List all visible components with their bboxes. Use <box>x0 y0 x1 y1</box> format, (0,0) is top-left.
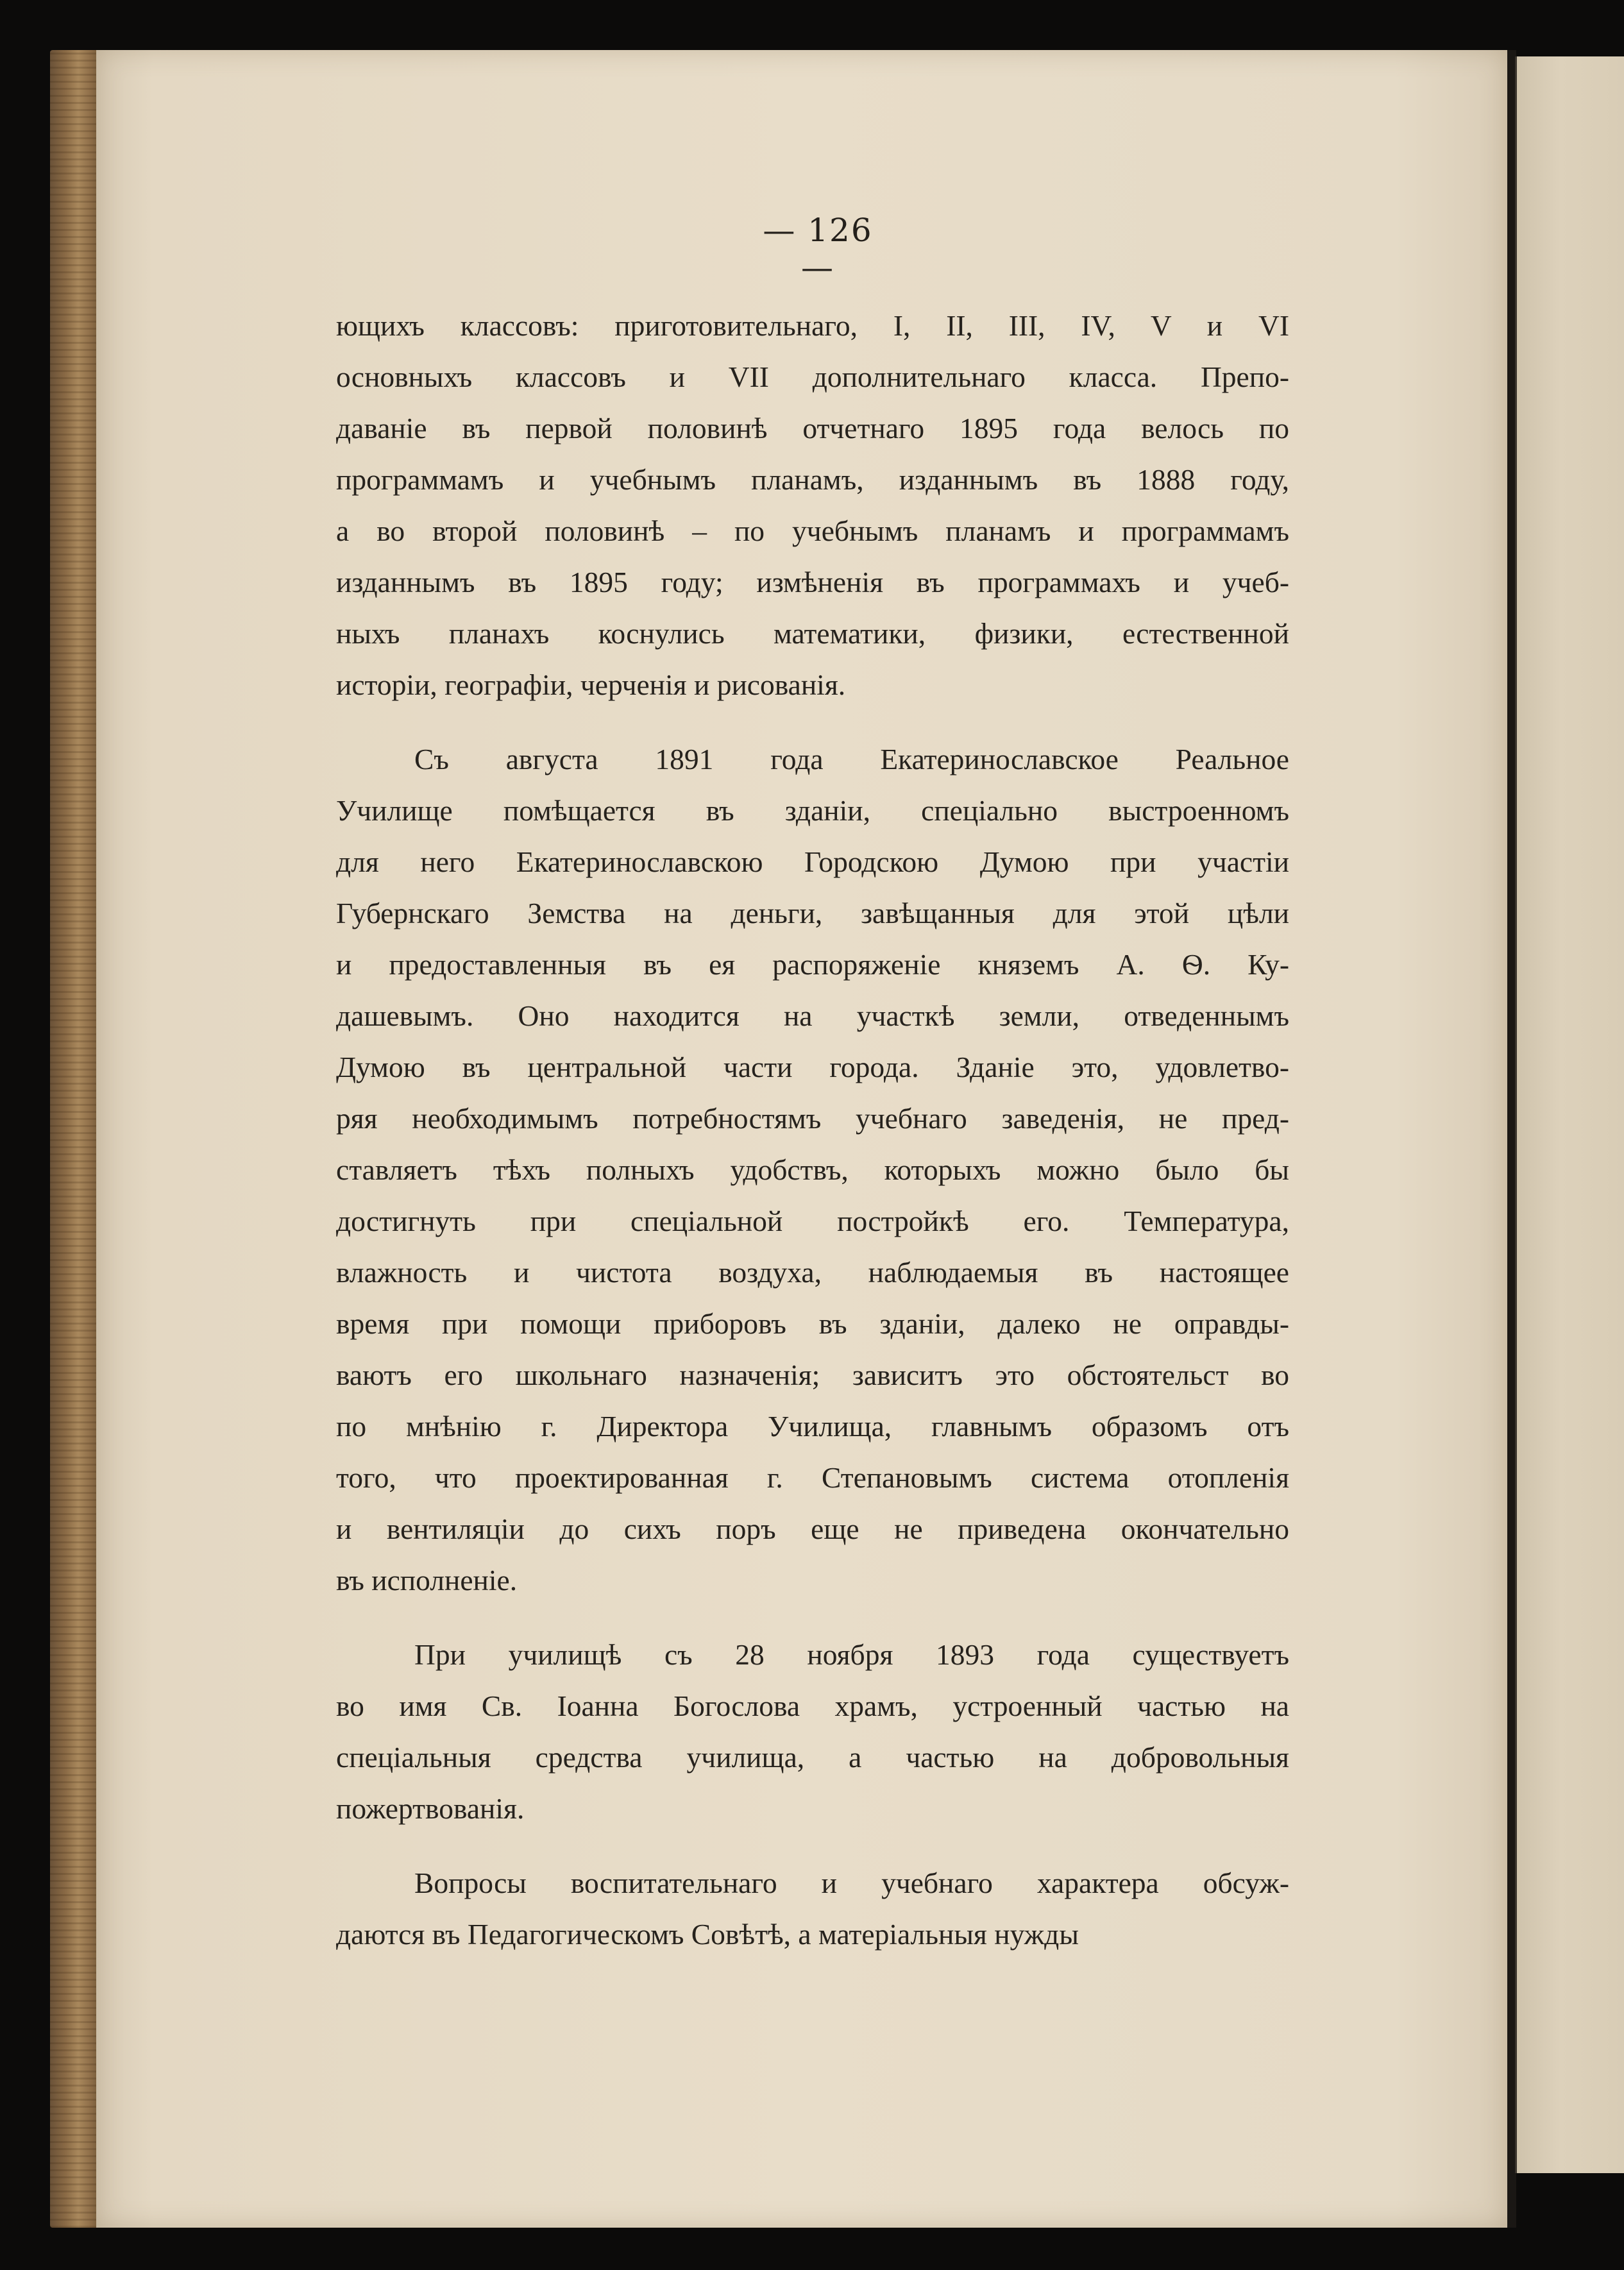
text-line: Губернскаго Земства на деньги, завѣщанныя для этой цѣли <box>336 897 1289 929</box>
text-line: ваютъ его школьнаго назначенія; зависитъ это обстоятельст во <box>336 1359 1289 1391</box>
body-text <box>336 300 1289 1960</box>
text-line: Вопросы воспитательнаго и учебнаго характера обсуж- <box>414 1867 1289 1899</box>
text-line: изданнымъ въ 1895 году; измѣненія въ программахъ и учеб- <box>336 566 1289 598</box>
text-line: ряя необходимымъ потребностямъ учебнаго заведенія, не пред- <box>336 1102 1289 1135</box>
text-line: При училищѣ съ 28 ноября 1893 года существуетъ <box>414 1638 1289 1671</box>
text-line: того, что проектированная г. Степановымъ система отопленія <box>336 1461 1289 1494</box>
text-line: влажность и чистота воздуха, наблюдаемыя въ настоящее <box>336 1256 1289 1289</box>
text-line: пожертвованія. <box>336 1792 525 1825</box>
paragraph <box>336 734 1289 1606</box>
text-line: по мнѣнію г. Директора Училища, главнымъ образомъ отъ <box>336 1410 1289 1443</box>
facing-page-edge <box>1515 56 1624 2173</box>
text-line: даются въ Педагогическомъ Совѣтѣ, а матеріальныя нужды <box>336 1918 1079 1951</box>
text-line: основныхъ классовъ и VII дополнительнаго класса. Препо- <box>336 360 1289 393</box>
text-line: Съ августа 1891 года Екатеринославское Реальное <box>414 743 1289 775</box>
book-spine-edge <box>50 50 101 2228</box>
text-line: въ исполненіе. <box>336 1564 518 1597</box>
text-line: время при помощи приборовъ въ зданіи, далеко не оправды- <box>336 1307 1289 1340</box>
text-line: спеціальныя средства училища, а частью на добровольныя <box>336 1741 1289 1774</box>
text-line: дашевымъ. Оно находится на участкѣ земли, отведеннымъ <box>336 999 1289 1032</box>
paragraph <box>336 1629 1289 1834</box>
text-line: Думою въ центральной части города. Зданіе это, удовлетво- <box>336 1051 1289 1083</box>
text-line: Училище помѣщается въ зданіи, спеціально выстроенномъ <box>336 794 1289 827</box>
text-line: и вентиляціи до сихъ поръ еще не приведена окончательно <box>336 1512 1289 1545</box>
text-line: ставляетъ тѣхъ полныхъ удобствъ, которыхъ можно было бы <box>336 1153 1289 1186</box>
text-line: программамъ и учебнымъ планамъ, изданнымъ въ 1888 году, <box>336 463 1289 496</box>
text-line: ныхъ планахъ коснулись математики, физики, естественной <box>336 617 1289 650</box>
text-line: а во второй половинѣ – по учебнымъ планамъ и программамъ <box>336 514 1289 547</box>
text-line: во имя Св. Іоанна Богослова храмъ, устроенный частью на <box>336 1690 1289 1722</box>
text-line: ющихъ классовъ: приготовительнаго, I, II, III, IV, V и VI <box>336 309 1289 342</box>
text-line: и предоставленныя въ ея распоряженіе княземъ А. Ѳ. Ку- <box>336 948 1289 981</box>
text-line: для него Екатеринославскою Городскою Думою при участіи <box>336 845 1289 878</box>
text-line: даваніе въ первой половинѣ отчетнаго 1895 года велось по <box>336 412 1289 445</box>
page-number: — 126 — <box>763 212 873 286</box>
text-line: достигнуть при спеціальной постройкѣ его. Температура, <box>336 1205 1289 1237</box>
paragraph <box>336 300 1289 711</box>
paragraph <box>336 1858 1289 1960</box>
text-line: исторіи, географіи, черченія и рисованія. <box>336 668 846 701</box>
